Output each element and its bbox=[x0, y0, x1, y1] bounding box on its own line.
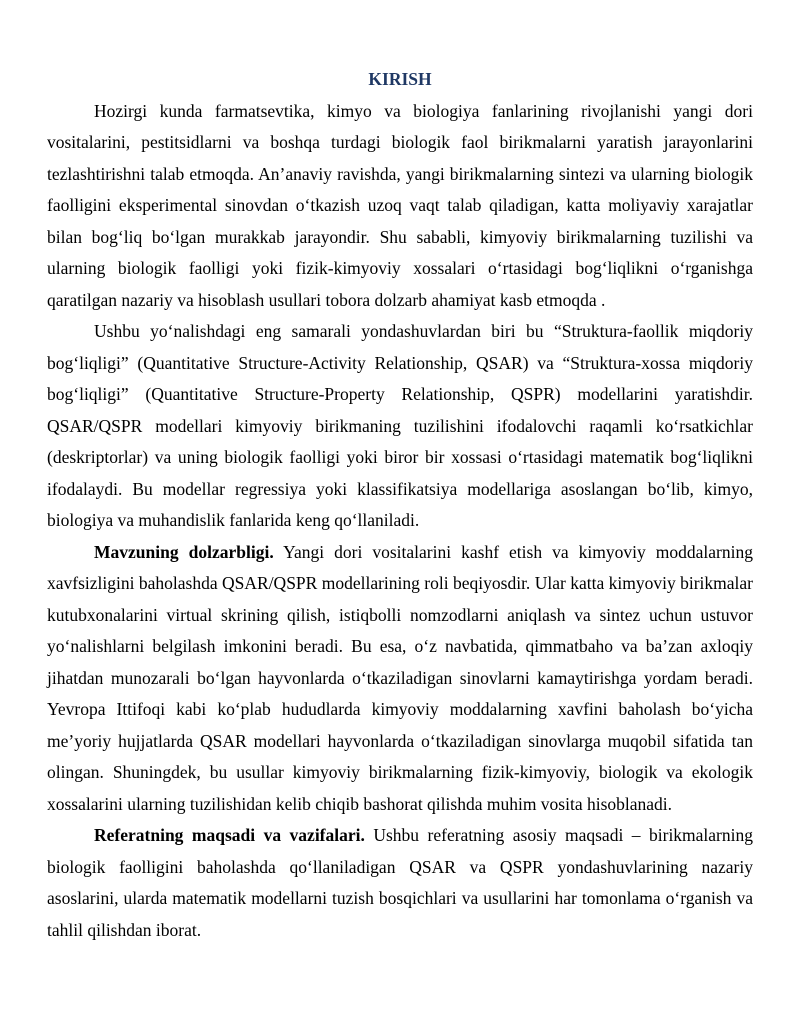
document-page bbox=[47, 64, 753, 946]
paragraph-qsar bbox=[47, 316, 753, 537]
paragraph-goals-text: Ushbu referatning asosiy maqsadi – birikmalarning biologik faolligini baholashda qoʻllaniladigan QSAR va QSPR yondashuvlarining nazariy asoslarini, ularda matematik modellarni tuzish bosqichlari va usullarini har tomonlama oʻrganish va tahlil qilishdan iborat. bbox=[47, 825, 754, 940]
paragraph-relevance-text: Yangi dori vositalarini kashf etish va kimyoviy moddalarning xavfsizligini baholashda QSAR/QSPR modellarining roli beqiyosdir. Ular katta kimyoviy birikmalar kutubxonalarini virtual skrining qilish, istiqbolli nomzodlarni aniqlash va sintez uchun ustuvor yoʻnalishlarni belgilash imkonini beradi. Bu esa, oʻz navbatida, qimmatbaho va ba’zan axloqiy jihatdan munozarali boʻlgan hayvonlarda oʻtkaziladigan sinovlarni kamaytirishga yordam beradi. Yevropa Ittifoqi kabi koʻplab hududlarda kimyoviy moddalarning xavfini baholash boʻyicha me’yoriy hujjatlarda QSAR modellari hayvonlarda oʻtkaziladigan sinovlarga muqobil sifatida tan olingan. Shuningdek, bu usullar kimyoviy birikmalarning fizik-kimyoviy, biologik va ekologik xossalarini ularning tuzilishidan kelib chiqib bashorat qilishda muhim vosita hisoblanadi. bbox=[47, 541, 753, 814]
paragraph-goals-heading: Referatning maqsadi va vazifalari. bbox=[94, 825, 365, 845]
paragraph-intro-text: Hozirgi kunda farmatsevtika, kimyo va biologiya fanlarining rivojlanishi yangi dori vositalarini, pestitsidlarni va boshqa turdagi biologik faol birikmalarni yaratish jarayonlarini tezlashtirishni talab etmoqda. An’anaviy ravishda, yangi birikmalarning sintezi va ularning biologik faolligini eksperimental sinovdan oʻtkazish uzoq vaqt talab qiladigan, katta moliyaviy xarajatlar bilan bogʻliq boʻlgan murakkab jarayondir. Shu sababli, kimyoviy birikmalarning tuzilishi va ularning biologik faolligi yoki fizik-kimyoviy xossalari oʻrtasidagi bogʻliqlikni oʻrganishga qaratilgan nazariy va hisoblash usullari tobora dolzarb ahamiyat kasb etmoqda . bbox=[47, 100, 753, 310]
paragraph-qsar-text: Ushbu yoʻnalishdagi eng samarali yondashuvlardan biri bu “Struktura-faollik miqdoriy bogʻliqligi” (Quantitative Structure-Activity Relationship, QSAR) va “Struktura-xossa miqdoriy bogʻliqligi” (Quantitative Structure-Property Relationship, QSPR) modellarini yaratishdir. QSAR/QSPR modellari kimyoviy birikmaning tuzilishini ifodalovchi raqamli koʻrsatkichlar (deskriptorlar) va uning biologik faolligi yoki biror bir xossasi oʻrtasidagi matematik bogʻliqlikni ifodalaydi. Bu modellar regressiya yoki klassifikatsiya modellariga asoslangan boʻlib, kimyo, biologiya va muhandislik fanlarida keng qoʻllaniladi. bbox=[47, 321, 753, 530]
paragraph-goals bbox=[47, 820, 753, 946]
paragraph-relevance bbox=[47, 537, 753, 821]
document-title: KIRISH bbox=[368, 69, 432, 89]
paragraph-relevance-heading: Mavzuning dolzarbligi. bbox=[94, 541, 274, 562]
paragraph-intro bbox=[47, 96, 753, 317]
